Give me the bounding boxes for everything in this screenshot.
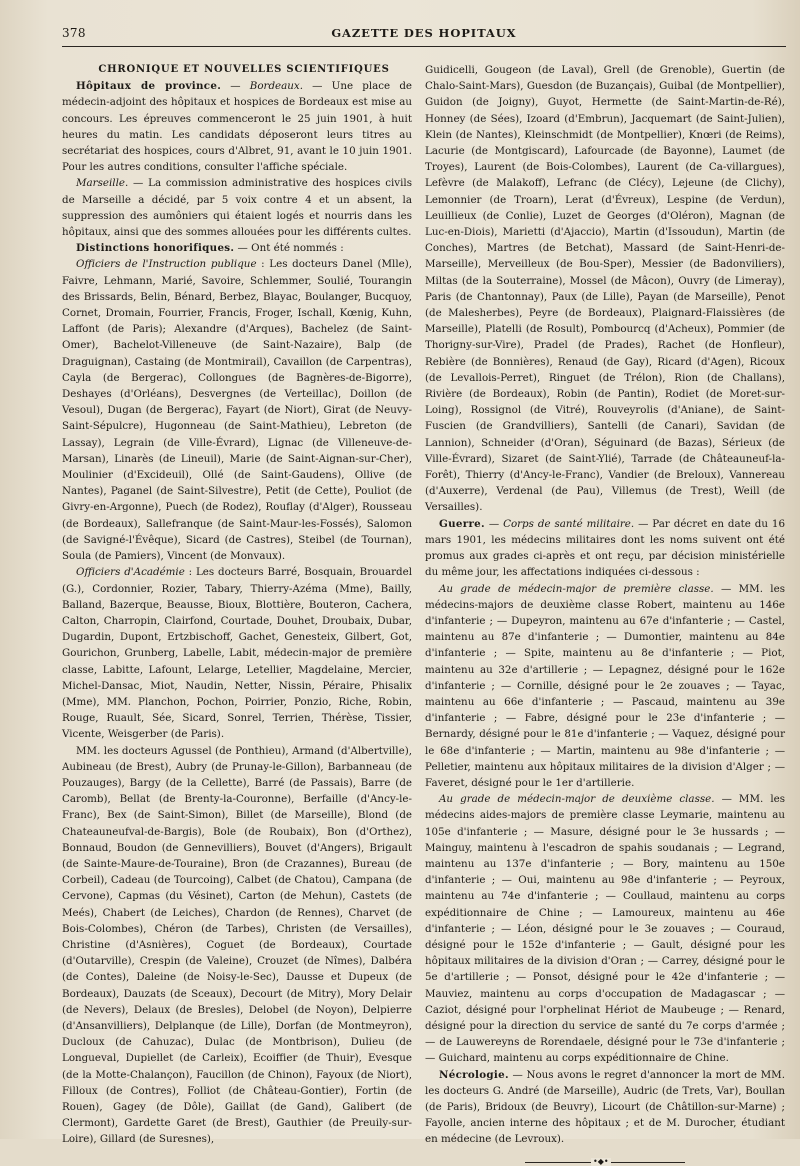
necro-body: — Nous avons le regret d'annoncer la mort de MM. les docteurs G. André (de Marseille), Audric (de Trets, Var), Boullan (de Paris), Bridoux (de Beuvry), Licourt (de Châtillon-sur-Marne) ; Fayolle, ancien interne des hôpitaux ; et de M. Durocher, étudiant en médecine (de Levroux). (425, 1068, 785, 1146)
hopitaux-city: Bordeaux. (249, 80, 303, 93)
guerre-section: Corps de santé militaire. (503, 517, 635, 530)
paragraph-grade1 (425, 581, 785, 792)
hopitaux-lead: Hôpitaux de province. (76, 80, 222, 93)
grade1-label: Au grade de médecin-major de première classe. (439, 582, 714, 595)
guerre-body: — Par décret en date du 16 mars 1901, les médecins militaires dont les noms suivent ont été promus aux grades ci-après et ont reçu, par décision ministérielle du même jour, les affectations indiquées ci-dessous : (425, 517, 786, 579)
grade2-body: — MM. les médecins aides-majors de première classe Leymarie, maintenu au 105e d'infanterie ; — Masure, désigné pour le 3e hussards ; — Mainguy, maintenu à l'escadron de spahis soudanais ; — Legrand, maintenu au 137e d'infanterie ; — Bory, maintenu au 150e d'infanterie ; — Oui, maintenu au 98e d'infanterie ; — Peyroux, maintenu au 74e d'infanterie ; — Coullaud, maintenu au corps expéditionnaire de Chine ; — Lamoureux, maintenu au 46e d'infanterie ; — Léon, désigné pour le 3e zouaves ; — Couraud, désigné pour le 152e d'infanterie ; — Gault, désigné pour les hôpitaux militaires de la division d'Oran ; — Carrey, désigné pour le 5e d'artillerie ; — Ponsot, désigné pour le 42e d'infanterie ; — Mauviez, maintenu au corps d'occupation de Madagascar ; — Caziot, désigné pour l'orphelinat Hériot de Maubeuge ; — Renard, désigné pour la direction du service de santé du 7e corps d'armée ; — de Lauwereyns de Rorendaele, désigné pour le 73e d'infanterie ; — Guichard, maintenu au corps expéditionnaire de Chine. (425, 793, 785, 1065)
paragraph-mm: MM. les docteurs Agussel (de Ponthieu), Armand (d'Albertville), Aubineau (de Brest), Aubry (de Prunay-le-Gillon), Barbanneau (de Pouzauges), Bargy (de la Cellette), Barré (de Passais), Barre (de Caromb), Bellat (de Brenty-la-Couronne), Berfaille (d'Ancy-le-Franc), Bex (de Saint-Simon), Billet (de Marseille), Blond (de Chateauneufval-de-Bargis), Bole (de Roubaix), Bon (d'Orthez), Bonnaud, Boudon (de Gennevilliers), Bouvet (d'Angers), Brigault (de Sainte-Maure-de-Touraine), Bron (de Crazannes), Bureau (de Corbeil), Cadeau (de Tourcoing), Calbet (de Chatou), Campana (de Cervone), Capmas (du Vésinet), Carton (de Mehun), Castets (de Meés), Chabert (de Leiches), Chardon (de Rennes), Charvet (de Bois-Colombes), Chéron (de Tarbes), Christen (de Versailles), Christine (d'Asnières), Coguet (de Bordeaux), Courtade (d'Outarville), Crespin (de Valeine), Crouzet (de Nîmes), Dalbéra (de Contes), Daleine (de Noisy-le-Sec), Dausse et Dupeux (de Bordeaux), Dauzats (de Sceaux), Decourt (de Mitry), Mory Delair (de Nevers), Delaux (de Bresles), Delobel (de Noyon), Delpierre (d'Ansanvilliers), Delplanque (de Lille), Dorfan (de Montmeyron), Ducloux (de Cahuzac), Dulac (de Montbrison), Dulieu (de Longueval, Dupiellet (de Carleix), Ecoiffier (de Thuir), Evesque (de la Motte-Chalançon), Faucillon (de Chinon), Fayoux (de Niort), Filloux (de Contres), Folliot (de Château-Gontier), Fortin (de Rouen), Gagey (de Dôle), Gaillat (de Gand), Galibert (de Clermont), Gardette Garet (de Brest), Gauthier (de Preuily-sur-Loire), Gillard (de Suresnes), (62, 744, 412, 1146)
paragraph-grade2 (425, 791, 785, 1066)
page-header (62, 22, 786, 44)
necro-lead: Nécrologie. (439, 1068, 509, 1081)
guerre-lead: Guerre. (439, 517, 485, 530)
header-rule (62, 46, 786, 47)
hopitaux-body: — Une place de médecin-adjoint des hôpitaux et hospices de Bordeaux est mise au concours. Les épreuves commenceront le 25 juin 1901, à huit heures du matin. Les candidats déposeront leurs titres au secrétariat des hospices, cours d'Albret, 91, avant le 10 juin 1901. Pour les autres conditions, consulter l'affiche spéciale. (62, 80, 413, 174)
right-column (425, 62, 786, 1166)
instruction-body: : Les docteurs Danel (Mlle), Faivre, Lehmann, Marié, Savoire, Schlemmer, Soulié, Tourangin des Brissards, Belin, Bénard, Berbez, Blayac, Boulanger, Bucquoy, Cornet, Dromain, Fourrier, Francis, Froger, Ischall, Kœnig, Kuhn, Laffont (de Paris); Alexandre (d'Arques), Bachelez (de Saint-Omer), Bachelot-Villeneuve (de Saint-Nazaire), Balp (de Draguignan), Castaing (de Montmirail), Cavaillon (de Carpentras), Cayla (de Bergerac), Collongues (de Bagnères-de-Bigorre), Deshayes (d'Orléans), Desvergnes (de Verteillac), Doillon (de Vesoul), Dugan (de Bergerac), Fayart (de Niort), Girat (de Neuvy-Saint-Sépulcre), Hugonneau (de Saint-Mathieu), Lebreton (de Lassay), Legrain (de Ville-Évrard), Lignac (de Villeneuve-de-Marsan), Linarès (de Lineuil), Marie (de Saint-Aignan-sur-Cher), Moulinier (d'Excideuil), Ollé (de Saint-Gaudens), Ollive (de Nantes), Paganel (de Saint-Silvestre), Petit (de Cette), Pouliot (de Givry-en-Argonne), Puech (de Rodez), Rouflay (d'Alger), Rousseau (de Bordeaux), Sallefranque (de Saint-Maur-les-Fossés), Salomon (de Savigné-l'Évêque), Sicard (de Castres), Steibel (de Tournan), Soula (de Pamiers), Vincent (de Monvaux). (62, 258, 412, 563)
journal-title: GAZETTE DES HOPITAUX (331, 26, 517, 40)
divider-ornament: •◆• (593, 1156, 609, 1166)
end-divider (525, 1156, 685, 1166)
marseille-body: — La commission administrative des hospices civils de Marseille a décidé, par 5 voix contre 4 et un absent, la suppression des aumôniers qui étaient logés et nourris dans les hôpitaux, ainsi que des sommes allouées pour les différents cultes. (62, 177, 412, 239)
paragraph-academie (62, 564, 412, 742)
chronicle-title: CHRONIQUE ET NOUVELLES SCIENTIFIQUES (98, 64, 390, 75)
page-number: 378 (62, 26, 86, 40)
paragraph-hopitaux: Hôpitaux de province. — Bordeaux. — Une place de médecin-adjoint des hôpitaux et hospices de Bordeaux est mise au concours. Les épreuves commenceront le 25 juin 1901, à huit heures du matin. Les candidats déposeront leurs titres au secrétariat des hospices, cours d'Albret, 91, avant le 10 juin 1901. Pour les autres conditions, consulter l'affiche spéciale. (62, 80, 413, 174)
paragraph-guerre: Guerre. — Corps de santé militaire. — Par décret en date du 16 mars 1901, les médecins militaires dont les noms suivent ont été promus aux grades ci-après et ont reçu, par décision ministérielle du même jour, les affectations indiquées ci-dessous : (425, 517, 786, 579)
paragraph-instruction (62, 256, 412, 564)
paragraph-distinctions (62, 240, 412, 256)
academie-body: : Les docteurs Barré, Bosquain, Brouardel (G.), Cordonnier, Rozier, Tabary, Thierry-Azéma (Mme), Bailly, Balland, Bazerque, Beausse, Bioux, Blottière, Bouteron, Cachera, Calton, Charropin, Clairfond, Courtade, Douhet, Droubaix, Dubar, Dugardin, Dupont, Ertzbischoff, Gachet, Genesteix, Gilbert, Got, Gourichon, Grunberg, Labelle, Labit, médecin-major de première classe, Labitte, Lafount, Lelarge, Letellier, Magdelaine, Mercier, Michel-Dansac, Miot, Naudin, Netter, Nissin, Péraire, Phisalix (Mme), MM. Planchon, Pochon, Poirrier, Ponzio, Riche, Robin, Rouge, Ruault, Sée, Sicard, Sonrel, Terrien, Thérèse, Tissier, Vicente, Weisgerber (de Paris). (62, 566, 412, 741)
distinctions-lead: Distinctions honorifiques. (76, 242, 235, 255)
instruction-label: Officiers de l'Instruction publique (76, 258, 257, 271)
marseille-city: Marseille. (76, 177, 129, 190)
paragraph-necrologie (425, 1067, 785, 1148)
paragraph-names-cont: Guidicelli, Gougeon (de Laval), Grell (de Grenoble), Guertin (de Chalo-Saint-Mars), Guesdon (de Buzançais), Guibal (de Montpellier), Guidon (de Joigny), Guyot, Hermette (de Saint-Martin-de-Ré), Honney (de Sées), Izoard (d'Embrun), Jacquemart (de Saint-Julien), Klein (de Nantes), Kleinschmidt (de Montpellier), Knœri (de Reims), Lacurie (de Montgiscard), Lafourcade (de Bayonne), Laumet (de Troyes), Laurent (de Bois-Colombes), Laurent (de Ca-villargues), Lefèvre (de Malakoff), Lefranc (de Clécy), Lejeune (de Clichy), Lemonnier (de Troarn), Lerat (d'Évreux), Lespine (de Verdun), Leuillieux (de Conlie), Luzet de Georges (d'Oléron), Magnan (de Luc-en-Diois), Marietti (d'Ajaccio), Martin (d'Issoudun), Martin (de Conches), Martres (de Betchat), Massard (de Saint-Henri-de-Marseille), Merveilleux (de Bou-Sper), Messier (de Badonviliers), Miltas (de la Souterraine), Mossel (de Mâcon), Ouvry (de Limeray), Paris (de Chantonnay), Paux (de Lille), Payan (de Marseille), Penot (de Malesherbes), Peyre (de Bordeaux), Plaignard-Flaissières (de Marseille), Platelli (de Rosult), Pombourcq (d'Acheux), Pommier (de Thorigny-sur-Vire), Pradel (de Prades), Rachet (de Honfleur), Rebière (de Bonnières), Renaud (de Gay), Ricard (d'Agen), Ricoux (de Levallois-Perret), Ringuet (de Trélon), Rion (de Challans), Rivière (de Bordeaux), Robin (de Pantin), Rodiet (de Moret-sur-Loing), Rossignol (de Vitré), Rouveyrolis (d'Aniane), de Saint-Fuscien (de Grandvilliers), Santelli (de Canari), Savidan (de Lannion), Schneider (d'Oran), Séguinard (de Bazas), Sérieux (de Ville-Évrard), Sizaret (de Saint-Ylié), Tarrade (de Châteauneuf-la-Forêt), Thierry (d'Ancy-le-Franc), Vandier (de Breloux), Vannereau (d'Auxerre), Verdenal (de Pau), Villemus (de Trest), Weill (de Versailles). (425, 64, 785, 514)
distinctions-intro: — Ont été nommés : (234, 242, 344, 255)
paragraph-marseille (62, 175, 412, 240)
left-column (62, 62, 413, 1146)
academie-label: Officiers d'Académie (76, 566, 185, 579)
grade1-body: — MM. les médecins-majors de deuxième classe Robert, maintenu au 146e d'infanterie ; — Dupeyron, maintenu au 67e d'infanterie ; — Castel, maintenu au 87e d'infanterie ; — Dumontier, maintenu au 84e d'infanterie ; — Spite, maintenu au 8e d'infanterie ; — Piot, maintenu au 32e d'artillerie ; — Lepagnez, désigné pour le 162e d'infanterie ; — Cornille, désigné pour le 2e zouaves ; — Tayac, maintenu au 66e d'infanterie ; — Pascaud, maintenu au 39e d'infanterie ; — Fabre, désigné pour le 23e d'infanterie ; — Bernardy, désigné pour le 81e d'infanterie ; — Vaquez, désigné pour le 68e d'infanterie ; — Martin, maintenu au 98e d'infanterie ; — Pelletier, maintenu aux hôpitaux militaires de la division d'Alger ; — Faveret, désigné pour le 1er d'artillerie. (425, 582, 785, 789)
grade2-label: Au grade de médecin-major de deuxième classe. (439, 793, 715, 806)
